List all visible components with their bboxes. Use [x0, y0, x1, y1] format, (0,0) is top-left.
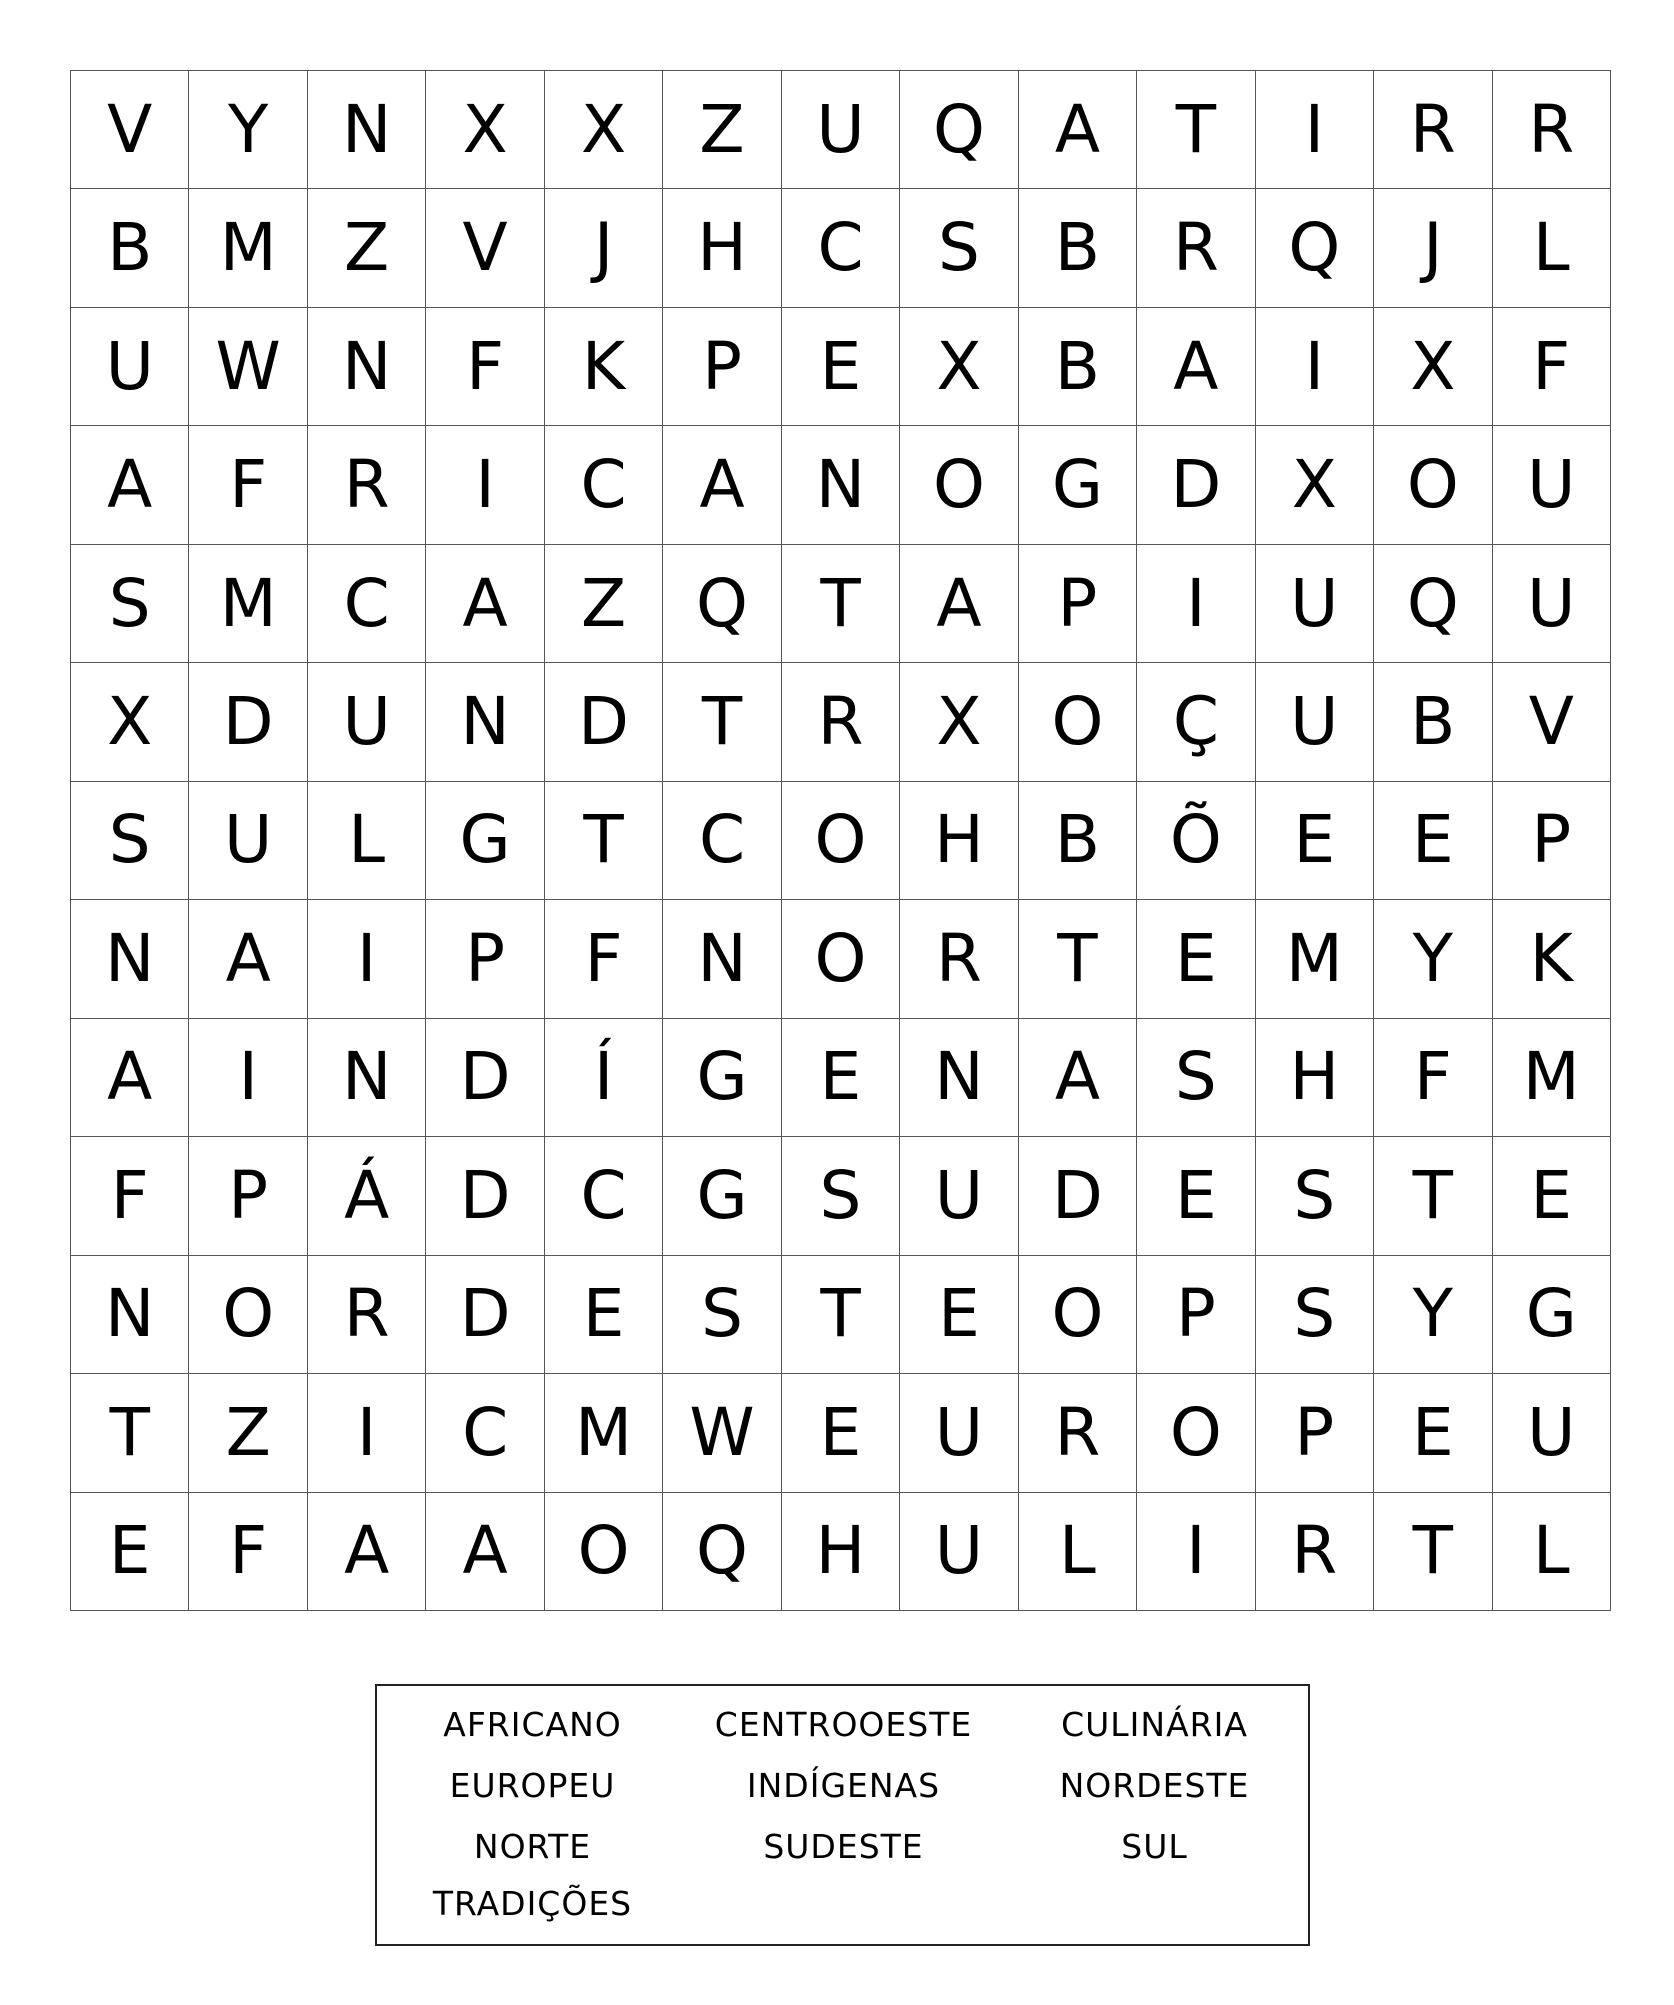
grid-cell: F [189, 1493, 307, 1611]
grid-cell: D [1137, 426, 1255, 544]
grid-cell: A [1137, 308, 1255, 426]
grid-cell: U [900, 1493, 1018, 1611]
grid-cell: W [189, 308, 307, 426]
grid-cell: L [1493, 1493, 1611, 1611]
grid-cell: G [663, 1019, 781, 1137]
grid-cell: G [1493, 1256, 1611, 1374]
grid-cell: A [900, 545, 1018, 663]
grid-cell: P [1019, 545, 1137, 663]
grid-cell: R [1493, 71, 1611, 189]
grid-cell: D [189, 663, 307, 781]
word-bank-item: CULINÁRIA [1061, 1705, 1248, 1744]
grid-cell: E [1374, 782, 1492, 900]
grid-cell: D [426, 1256, 544, 1374]
grid-cell: Y [1374, 1256, 1492, 1374]
grid-cell: N [308, 71, 426, 189]
grid-cell: F [1493, 308, 1611, 426]
grid-cell: N [426, 663, 544, 781]
grid-cell: N [663, 900, 781, 1018]
grid-cell: Ç [1137, 663, 1255, 781]
grid-cell: C [426, 1374, 544, 1492]
grid-cell: Õ [1137, 782, 1255, 900]
grid-cell: O [782, 900, 900, 1018]
grid-cell: T [663, 663, 781, 781]
grid-cell: Q [663, 545, 781, 663]
grid-cell: U [782, 71, 900, 189]
grid-cell: Z [663, 71, 781, 189]
grid-cell: S [1256, 1256, 1374, 1374]
grid-cell: L [1493, 189, 1611, 307]
grid-cell: Í [545, 1019, 663, 1137]
grid-cell: S [1137, 1019, 1255, 1137]
grid-cell: S [71, 545, 189, 663]
grid-cell: O [1019, 663, 1137, 781]
grid-cell: V [71, 71, 189, 189]
grid-cell: U [1256, 663, 1374, 781]
word-bank-item: NORDESTE [1059, 1766, 1250, 1805]
grid-cell: N [308, 1019, 426, 1137]
grid-cell: D [426, 1137, 544, 1255]
grid-cell: X [545, 71, 663, 189]
grid-cell: Á [308, 1137, 426, 1255]
grid-cell: B [1019, 308, 1137, 426]
grid-cell: N [308, 308, 426, 426]
grid-cell: M [1493, 1019, 1611, 1137]
grid-cell: B [71, 189, 189, 307]
grid-cell: B [1374, 663, 1492, 781]
grid-cell: F [545, 900, 663, 1018]
grid-cell: E [545, 1256, 663, 1374]
grid-cell: O [1019, 1256, 1137, 1374]
grid-cell: R [308, 426, 426, 544]
grid-cell: Q [900, 71, 1018, 189]
grid-cell: D [426, 1019, 544, 1137]
grid-cell: Z [308, 189, 426, 307]
grid-cell: G [663, 1137, 781, 1255]
grid-cell: R [782, 663, 900, 781]
grid-cell: E [782, 308, 900, 426]
grid-cell: T [71, 1374, 189, 1492]
word-bank-item: CENTROOESTE [714, 1705, 973, 1744]
grid-cell: P [663, 308, 781, 426]
grid-cell: E [782, 1374, 900, 1492]
grid-cell: H [900, 782, 1018, 900]
grid-cell: W [663, 1374, 781, 1492]
grid-cell: M [1256, 900, 1374, 1018]
grid-cell: G [426, 782, 544, 900]
grid-cell: M [545, 1374, 663, 1492]
word-search-grid [70, 70, 1611, 1611]
grid-cell: U [900, 1374, 1018, 1492]
grid-cell: K [1493, 900, 1611, 1018]
grid-cell: A [426, 545, 544, 663]
grid-cell: C [545, 426, 663, 544]
grid-cell: H [1256, 1019, 1374, 1137]
grid-cell: E [782, 1019, 900, 1137]
grid-cell: H [663, 189, 781, 307]
grid-cell: F [189, 426, 307, 544]
grid-cell: L [1019, 1493, 1137, 1611]
grid-cell: E [1374, 1374, 1492, 1492]
grid-cell: I [1137, 1493, 1255, 1611]
grid-cell: R [1374, 71, 1492, 189]
grid-cell: A [308, 1493, 426, 1611]
grid-cell: O [1374, 426, 1492, 544]
word-bank [375, 1684, 1310, 1946]
grid-cell: N [71, 1256, 189, 1374]
grid-cell: C [663, 782, 781, 900]
grid-cell: I [189, 1019, 307, 1137]
grid-cell: A [663, 426, 781, 544]
grid-cell: A [1019, 1019, 1137, 1137]
grid-cell: X [900, 663, 1018, 781]
grid-cell: P [1256, 1374, 1374, 1492]
grid-cell: P [1493, 782, 1611, 900]
grid-cell: R [308, 1256, 426, 1374]
word-bank-item: SUL [1121, 1827, 1188, 1866]
grid-cell: C [545, 1137, 663, 1255]
grid-cell: B [1019, 782, 1137, 900]
grid-cell: S [663, 1256, 781, 1374]
grid-cell: S [782, 1137, 900, 1255]
grid-cell: X [426, 71, 544, 189]
grid-cell: I [1137, 545, 1255, 663]
grid-cell: J [545, 189, 663, 307]
grid-cell: T [1374, 1493, 1492, 1611]
grid-cell: U [189, 782, 307, 900]
grid-cell: N [900, 1019, 1018, 1137]
grid-cell: F [1374, 1019, 1492, 1137]
grid-cell: I [1256, 71, 1374, 189]
grid-cell: C [782, 189, 900, 307]
word-bank-item: NORTE [473, 1827, 592, 1866]
grid-cell: O [782, 782, 900, 900]
grid-cell: T [782, 545, 900, 663]
grid-cell: Q [1256, 189, 1374, 307]
grid-cell: T [1374, 1137, 1492, 1255]
grid-cell: Z [545, 545, 663, 663]
grid-cell: V [1493, 663, 1611, 781]
grid-cell: A [189, 900, 307, 1018]
grid-cell: L [308, 782, 426, 900]
grid-cell: P [189, 1137, 307, 1255]
grid-cell: U [71, 308, 189, 426]
word-bank-item: TRADIÇÕES [432, 1884, 633, 1923]
grid-cell: U [308, 663, 426, 781]
grid-cell: A [426, 1493, 544, 1611]
grid-cell: Q [1374, 545, 1492, 663]
grid-cell: O [545, 1493, 663, 1611]
grid-cell: T [545, 782, 663, 900]
grid-cell: O [189, 1256, 307, 1374]
grid-cell: K [545, 308, 663, 426]
grid-cell: C [308, 545, 426, 663]
grid-cell: E [1137, 900, 1255, 1018]
grid-cell: I [1256, 308, 1374, 426]
grid-cell: X [900, 308, 1018, 426]
word-bank-item: EUROPEU [449, 1766, 616, 1805]
word-bank-item: AFRICANO [443, 1705, 622, 1744]
grid-cell: Z [189, 1374, 307, 1492]
grid-cell: V [426, 189, 544, 307]
grid-cell: U [1493, 426, 1611, 544]
grid-cell: A [71, 426, 189, 544]
grid-cell: U [1493, 1374, 1611, 1492]
grid-cell: B [1019, 189, 1137, 307]
grid-cell: R [1137, 189, 1255, 307]
grid-cell: U [1256, 545, 1374, 663]
grid-cell: S [71, 782, 189, 900]
grid-cell: F [426, 308, 544, 426]
grid-cell: I [308, 900, 426, 1018]
grid-cell: Y [189, 71, 307, 189]
grid-cell: O [1137, 1374, 1255, 1492]
grid-cell: M [189, 189, 307, 307]
grid-cell: G [1019, 426, 1137, 544]
grid-cell: E [1137, 1137, 1255, 1255]
grid-cell: U [1493, 545, 1611, 663]
grid-cell: I [426, 426, 544, 544]
grid-cell: X [71, 663, 189, 781]
grid-cell: O [900, 426, 1018, 544]
grid-cell: R [1256, 1493, 1374, 1611]
grid-cell: T [1137, 71, 1255, 189]
grid-cell: E [1256, 782, 1374, 900]
grid-cell: J [1374, 189, 1492, 307]
grid-cell: P [1137, 1256, 1255, 1374]
grid-cell: P [426, 900, 544, 1018]
grid-cell: X [1374, 308, 1492, 426]
grid-cell: S [1256, 1137, 1374, 1255]
grid-cell: D [1019, 1137, 1137, 1255]
grid-cell: N [71, 900, 189, 1018]
grid-cell: N [782, 426, 900, 544]
grid-cell: D [545, 663, 663, 781]
grid-cell: T [1019, 900, 1137, 1018]
grid-cell: A [1019, 71, 1137, 189]
grid-cell: H [782, 1493, 900, 1611]
grid-cell: I [308, 1374, 426, 1492]
grid-cell: E [900, 1256, 1018, 1374]
grid-cell: Y [1374, 900, 1492, 1018]
grid-cell: E [71, 1493, 189, 1611]
grid-cell: F [71, 1137, 189, 1255]
grid-cell: Q [663, 1493, 781, 1611]
grid-cell: X [1256, 426, 1374, 544]
grid-cell: R [900, 900, 1018, 1018]
grid-cell: A [71, 1019, 189, 1137]
grid-cell: M [189, 545, 307, 663]
word-bank-item: INDÍGENAS [746, 1766, 941, 1805]
grid-cell: R [1019, 1374, 1137, 1492]
grid-cell: T [782, 1256, 900, 1374]
word-bank-item: SUDESTE [763, 1827, 924, 1866]
grid-cell: E [1493, 1137, 1611, 1255]
grid-cell: S [900, 189, 1018, 307]
grid-cell: U [900, 1137, 1018, 1255]
